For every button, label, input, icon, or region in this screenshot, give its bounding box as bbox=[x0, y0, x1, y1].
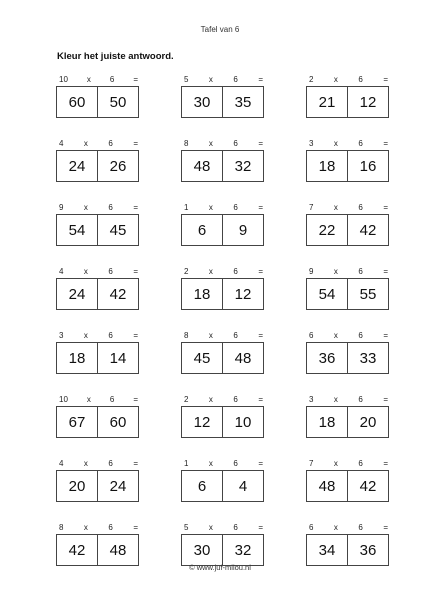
factor-a: 7 bbox=[309, 203, 314, 212]
factor-a: 3 bbox=[309, 395, 314, 404]
times-sign: x bbox=[83, 459, 88, 468]
factor-a: 2 bbox=[309, 75, 314, 84]
answer-choice-box bbox=[56, 470, 139, 502]
multiplication-problem bbox=[181, 203, 264, 213]
equals-sign: = bbox=[383, 75, 388, 84]
times-sign: x bbox=[208, 75, 213, 84]
answer-option-left[interactable]: 21 bbox=[318, 93, 336, 111]
exercise-item bbox=[306, 523, 389, 566]
answer-option-right[interactable]: 42 bbox=[347, 471, 388, 501]
factor-a: 9 bbox=[59, 203, 64, 212]
multiplication-problem bbox=[306, 139, 389, 149]
multiplication-problem bbox=[181, 459, 264, 469]
answer-choice-box bbox=[56, 406, 139, 438]
times-sign: x bbox=[208, 331, 213, 340]
times-sign: x bbox=[83, 203, 88, 212]
factor-a: 8 bbox=[59, 523, 64, 532]
factor-b: 6 bbox=[233, 459, 238, 468]
equals-sign: = bbox=[258, 139, 263, 148]
equals-sign: = bbox=[133, 523, 138, 532]
factor-b: 6 bbox=[233, 75, 238, 84]
answer-option-left[interactable]: 20 bbox=[68, 477, 86, 495]
answer-option-right[interactable]: 32 bbox=[222, 535, 263, 565]
answer-option-left[interactable]: 18 bbox=[318, 157, 336, 175]
answer-choice-box bbox=[181, 406, 264, 438]
answer-choice-box bbox=[56, 214, 139, 246]
times-sign: x bbox=[333, 395, 338, 404]
exercise-item bbox=[56, 331, 139, 374]
answer-choice-box bbox=[181, 342, 264, 374]
multiplication-problem bbox=[306, 75, 389, 85]
multiplication-problem bbox=[181, 331, 264, 341]
factor-a: 3 bbox=[59, 331, 64, 340]
footer-copyright: © www.juf-milou.nl bbox=[189, 563, 251, 572]
answer-choice-box bbox=[181, 86, 264, 118]
exercise-item bbox=[181, 139, 264, 182]
factor-b: 6 bbox=[109, 395, 115, 404]
equals-sign: = bbox=[133, 331, 138, 340]
answer-choice-box bbox=[306, 534, 389, 566]
equals-sign: = bbox=[383, 523, 388, 532]
equals-sign: = bbox=[258, 203, 263, 212]
times-sign: x bbox=[208, 267, 213, 276]
multiplication-problem bbox=[56, 203, 139, 213]
answer-option-left[interactable]: 60 bbox=[68, 93, 86, 111]
factor-b: 6 bbox=[109, 75, 115, 84]
answer-option-right[interactable]: 9 bbox=[222, 215, 263, 245]
multiplication-problem bbox=[181, 395, 264, 405]
factor-a: 6 bbox=[309, 523, 314, 532]
factor-a: 4 bbox=[59, 139, 64, 148]
factor-b: 6 bbox=[233, 139, 238, 148]
answer-option-right[interactable]: 33 bbox=[347, 343, 388, 373]
factor-b: 6 bbox=[233, 331, 238, 340]
equals-sign: = bbox=[383, 267, 388, 276]
answer-option-left[interactable]: 30 bbox=[193, 541, 211, 559]
multiplication-problem bbox=[56, 75, 139, 85]
multiplication-problem bbox=[56, 523, 139, 533]
factor-b: 6 bbox=[108, 203, 113, 212]
answer-option-left[interactable]: 67 bbox=[68, 413, 86, 431]
exercise-item bbox=[181, 203, 264, 246]
exercise-item bbox=[56, 75, 139, 118]
multiplication-problem bbox=[181, 75, 264, 85]
answer-option-left[interactable]: 36 bbox=[318, 349, 336, 367]
exercise-item bbox=[56, 139, 139, 182]
factor-a: 3 bbox=[309, 139, 314, 148]
multiplication-problem bbox=[56, 139, 139, 149]
answer-option-left[interactable]: 6 bbox=[197, 477, 207, 495]
factor-a: 5 bbox=[184, 523, 189, 532]
exercise-grid bbox=[56, 75, 396, 566]
answer-option-right[interactable]: 26 bbox=[97, 151, 138, 181]
answer-choice-box bbox=[56, 278, 139, 310]
answer-choice-box bbox=[181, 470, 264, 502]
answer-choice-box bbox=[181, 150, 264, 182]
times-sign: x bbox=[83, 139, 88, 148]
equals-sign: = bbox=[258, 75, 263, 84]
exercise-item bbox=[306, 75, 389, 118]
equals-sign: = bbox=[133, 459, 138, 468]
factor-b: 6 bbox=[358, 267, 363, 276]
factor-b: 6 bbox=[358, 203, 363, 212]
answer-option-right[interactable]: 32 bbox=[222, 151, 263, 181]
multiplication-problem bbox=[306, 395, 389, 405]
answer-option-left[interactable]: 48 bbox=[193, 157, 211, 175]
answer-choice-box bbox=[56, 534, 139, 566]
factor-b: 6 bbox=[358, 459, 363, 468]
multiplication-problem bbox=[181, 139, 264, 149]
answer-choice-box bbox=[306, 470, 389, 502]
multiplication-problem bbox=[306, 459, 389, 469]
page-title: Tafel van 6 bbox=[200, 25, 240, 34]
answer-option-left[interactable]: 12 bbox=[193, 413, 211, 431]
answer-option-left[interactable]: 42 bbox=[68, 541, 86, 559]
answer-choice-box bbox=[181, 278, 264, 310]
factor-b: 6 bbox=[233, 203, 238, 212]
exercise-item bbox=[56, 267, 139, 310]
answer-option-right[interactable]: 24 bbox=[97, 471, 138, 501]
equals-sign: = bbox=[383, 459, 388, 468]
answer-choice-box bbox=[306, 342, 389, 374]
factor-b: 6 bbox=[108, 139, 113, 148]
factor-a: 1 bbox=[184, 203, 189, 212]
answer-choice-box bbox=[56, 150, 139, 182]
answer-option-left[interactable]: 24 bbox=[68, 285, 86, 303]
exercise-item bbox=[181, 267, 264, 310]
times-sign: x bbox=[333, 267, 338, 276]
multiplication-problem bbox=[306, 203, 389, 213]
answer-option-right[interactable]: 35 bbox=[222, 87, 263, 117]
equals-sign: = bbox=[383, 395, 388, 404]
times-sign: x bbox=[208, 395, 213, 404]
exercise-item bbox=[56, 203, 139, 246]
factor-a: 8 bbox=[184, 331, 189, 340]
times-sign: x bbox=[333, 139, 338, 148]
times-sign: x bbox=[83, 523, 88, 532]
multiplication-problem bbox=[56, 331, 139, 341]
equals-sign: = bbox=[383, 203, 388, 212]
multiplication-problem bbox=[306, 267, 389, 277]
answer-option-left[interactable]: 22 bbox=[318, 221, 336, 239]
answer-option-left[interactable]: 54 bbox=[318, 285, 336, 303]
factor-b: 6 bbox=[108, 523, 113, 532]
answer-option-right[interactable]: 36 bbox=[347, 535, 388, 565]
exercise-item bbox=[181, 331, 264, 374]
answer-option-right[interactable]: 42 bbox=[347, 215, 388, 245]
answer-option-right[interactable]: 12 bbox=[347, 87, 388, 117]
multiplication-problem bbox=[56, 459, 139, 469]
answer-choice-box bbox=[306, 150, 389, 182]
answer-option-right[interactable]: 48 bbox=[222, 343, 263, 373]
answer-option-right[interactable]: 42 bbox=[97, 279, 138, 309]
multiplication-problem bbox=[56, 395, 139, 405]
answer-option-right[interactable]: 48 bbox=[97, 535, 138, 565]
multiplication-problem bbox=[306, 523, 389, 533]
times-sign: x bbox=[333, 523, 338, 532]
equals-sign: = bbox=[133, 75, 138, 84]
factor-a: 2 bbox=[184, 395, 189, 404]
answer-option-right[interactable]: 16 bbox=[347, 151, 388, 181]
factor-b: 6 bbox=[358, 75, 363, 84]
answer-choice-box bbox=[306, 214, 389, 246]
exercise-item bbox=[306, 395, 389, 438]
exercise-item bbox=[306, 267, 389, 310]
times-sign: x bbox=[208, 203, 213, 212]
answer-choice-box bbox=[56, 86, 139, 118]
exercise-item bbox=[306, 459, 389, 502]
answer-option-left[interactable]: 34 bbox=[318, 541, 336, 559]
answer-option-right[interactable]: 10 bbox=[222, 407, 263, 437]
answer-option-right[interactable]: 12 bbox=[222, 279, 263, 309]
answer-option-left[interactable]: 48 bbox=[318, 477, 336, 495]
times-sign: x bbox=[208, 523, 213, 532]
answer-option-left[interactable]: 30 bbox=[193, 93, 211, 111]
exercise-item bbox=[306, 139, 389, 182]
equals-sign: = bbox=[258, 459, 263, 468]
answer-option-right[interactable]: 60 bbox=[97, 407, 138, 437]
answer-choice-box bbox=[181, 214, 264, 246]
exercise-item bbox=[56, 523, 139, 566]
factor-a: 7 bbox=[309, 459, 314, 468]
factor-a: 6 bbox=[309, 331, 314, 340]
factor-a: 2 bbox=[184, 267, 189, 276]
factor-a: 4 bbox=[59, 459, 64, 468]
factor-a: 8 bbox=[184, 139, 189, 148]
factor-a: 5 bbox=[184, 75, 189, 84]
factor-a: 9 bbox=[309, 267, 314, 276]
factor-a: 10 bbox=[59, 395, 68, 404]
multiplication-problem bbox=[181, 523, 264, 533]
exercise-item bbox=[181, 523, 264, 566]
answer-choice-box bbox=[181, 534, 264, 566]
factor-a: 10 bbox=[59, 75, 68, 84]
times-sign: x bbox=[83, 267, 88, 276]
answer-choice-box bbox=[306, 86, 389, 118]
answer-option-left[interactable]: 18 bbox=[318, 413, 336, 431]
exercise-item bbox=[181, 459, 264, 502]
exercise-item bbox=[56, 395, 139, 438]
times-sign: x bbox=[208, 459, 213, 468]
times-sign: x bbox=[208, 139, 213, 148]
answer-choice-box bbox=[306, 278, 389, 310]
equals-sign: = bbox=[383, 139, 388, 148]
factor-a: 1 bbox=[184, 459, 189, 468]
multiplication-problem bbox=[306, 331, 389, 341]
equals-sign: = bbox=[383, 331, 388, 340]
factor-b: 6 bbox=[358, 395, 363, 404]
answer-option-right[interactable]: 4 bbox=[222, 471, 263, 501]
exercise-item bbox=[181, 75, 264, 118]
factor-b: 6 bbox=[358, 523, 363, 532]
factor-b: 6 bbox=[108, 331, 113, 340]
multiplication-problem bbox=[56, 267, 139, 277]
factor-b: 6 bbox=[358, 331, 363, 340]
exercise-item bbox=[56, 459, 139, 502]
answer-option-left[interactable]: 18 bbox=[68, 349, 86, 367]
factor-b: 6 bbox=[233, 395, 238, 404]
exercise-item bbox=[306, 203, 389, 246]
times-sign: x bbox=[86, 75, 91, 84]
answer-choice-box bbox=[306, 406, 389, 438]
answer-option-right[interactable]: 14 bbox=[97, 343, 138, 373]
times-sign: x bbox=[333, 331, 338, 340]
answer-option-right[interactable]: 55 bbox=[347, 279, 388, 309]
equals-sign: = bbox=[133, 139, 138, 148]
equals-sign: = bbox=[258, 395, 263, 404]
exercise-item bbox=[306, 331, 389, 374]
answer-option-left[interactable]: 6 bbox=[197, 221, 207, 239]
answer-option-left[interactable]: 18 bbox=[193, 285, 211, 303]
times-sign: x bbox=[83, 331, 88, 340]
times-sign: x bbox=[333, 459, 338, 468]
answer-option-left[interactable]: 54 bbox=[68, 221, 86, 239]
times-sign: x bbox=[86, 395, 91, 404]
equals-sign: = bbox=[258, 331, 263, 340]
answer-option-right[interactable]: 45 bbox=[97, 215, 138, 245]
equals-sign: = bbox=[133, 203, 138, 212]
answer-choice-box bbox=[56, 342, 139, 374]
answer-option-right[interactable]: 50 bbox=[97, 87, 138, 117]
equals-sign: = bbox=[258, 267, 263, 276]
exercise-item bbox=[181, 395, 264, 438]
equals-sign: = bbox=[133, 395, 138, 404]
equals-sign: = bbox=[258, 523, 263, 532]
factor-b: 6 bbox=[108, 267, 113, 276]
factor-b: 6 bbox=[358, 139, 363, 148]
answer-option-right[interactable]: 20 bbox=[347, 407, 388, 437]
times-sign: x bbox=[333, 203, 338, 212]
instruction-text: Kleur het juiste antwoord. bbox=[57, 51, 174, 62]
times-sign: x bbox=[333, 75, 338, 84]
answer-option-left[interactable]: 45 bbox=[193, 349, 211, 367]
factor-b: 6 bbox=[233, 523, 238, 532]
equals-sign: = bbox=[133, 267, 138, 276]
factor-b: 6 bbox=[233, 267, 238, 276]
factor-b: 6 bbox=[108, 459, 113, 468]
factor-a: 4 bbox=[59, 267, 64, 276]
multiplication-problem bbox=[181, 267, 264, 277]
answer-option-left[interactable]: 24 bbox=[68, 157, 86, 175]
